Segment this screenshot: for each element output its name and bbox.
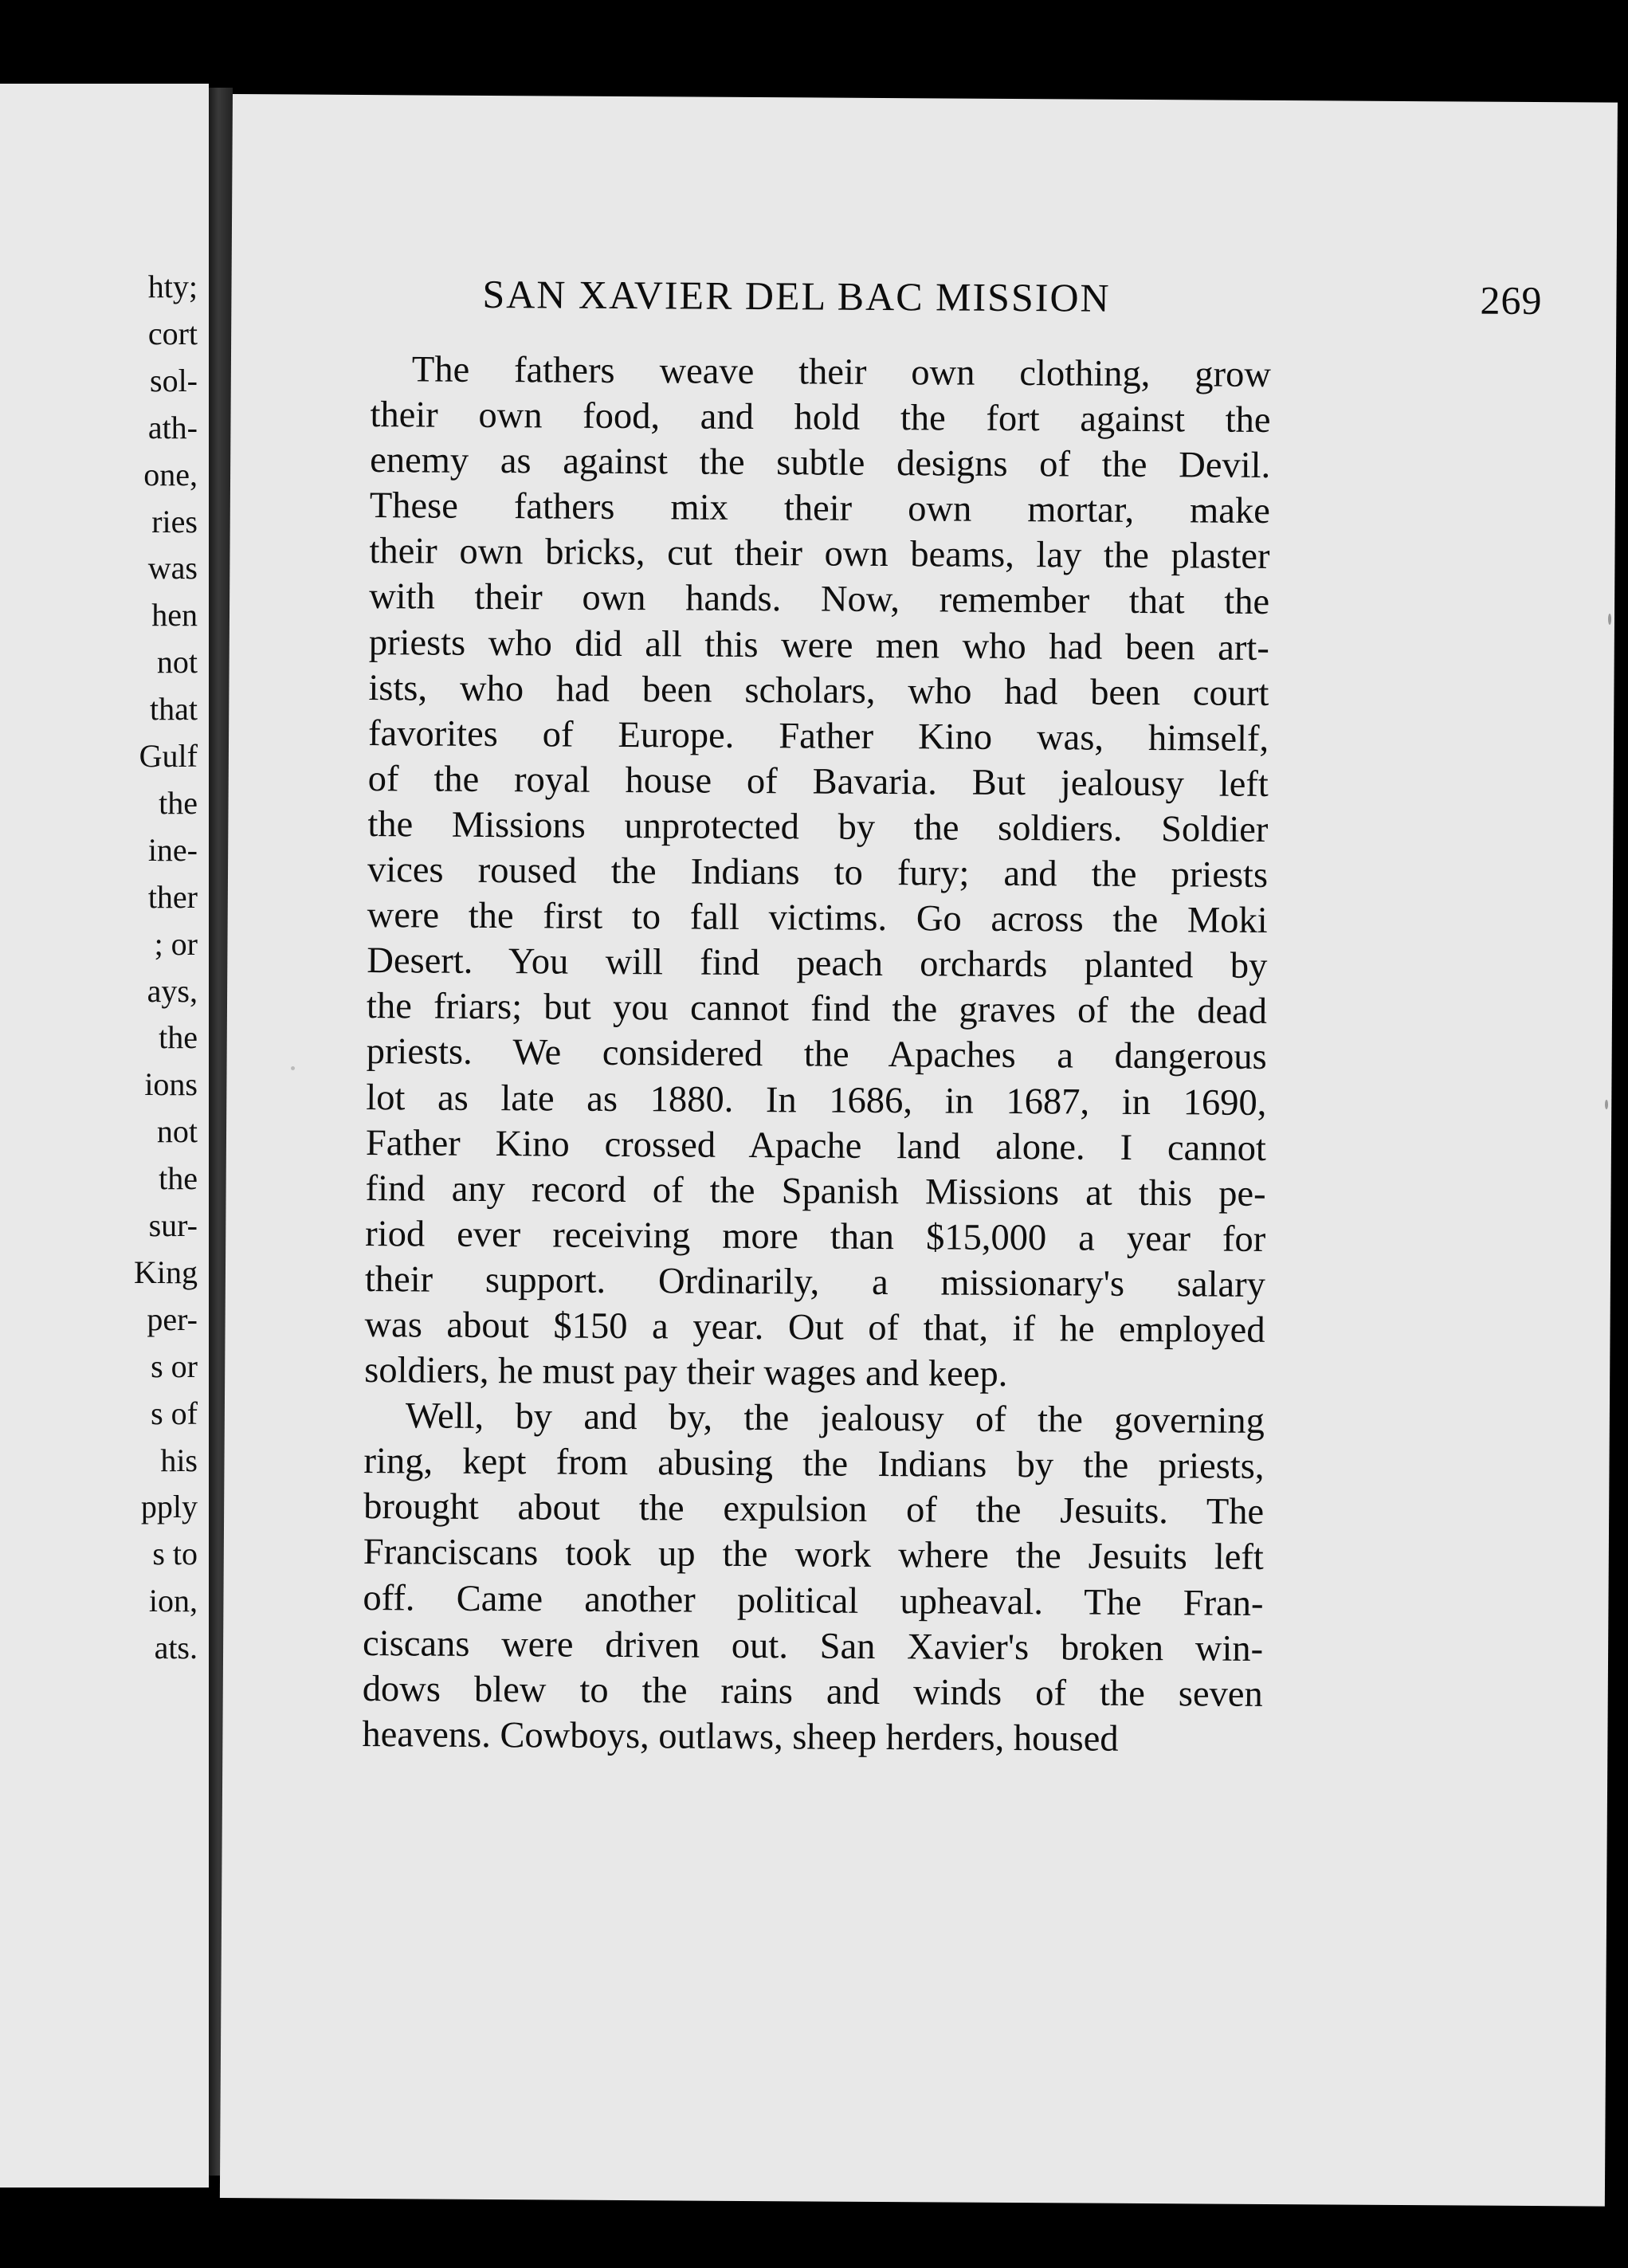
facing-page-line: Gulf xyxy=(139,738,198,774)
facing-page-line: ats. xyxy=(154,1630,198,1666)
text-line: priests who did all this were men who had been art- xyxy=(368,622,1269,669)
text-line: with their own hands. Now, remember that the xyxy=(368,576,1270,623)
facing-page-line: sol- xyxy=(150,362,198,398)
facing-page-line: ays, xyxy=(147,972,198,1009)
text-line: dows blew to the rains and winds of the seven xyxy=(362,1668,1263,1715)
text-line: lot as late as 1880. In 1686, in 1687, in 1690, xyxy=(366,1077,1267,1124)
facing-page-line: the xyxy=(159,784,198,821)
facing-page-line: per- xyxy=(147,1301,198,1337)
text-line: ring, kept from abusing the Indians by the priests, xyxy=(363,1441,1265,1488)
text-line: their support. Ordinarily, a missionary's salary xyxy=(364,1258,1266,1305)
facing-page-line: pply xyxy=(140,1489,198,1525)
dust-speck xyxy=(1605,1100,1608,1109)
text-line: ciscans were driven out. San Xavier's broken win- xyxy=(362,1623,1264,1670)
facing-page-line: his xyxy=(160,1442,198,1478)
text-line: was about $150 a year. Out of that, if he employed xyxy=(364,1305,1265,1351)
text-line: brought about the expulsion of the Jesuits. The xyxy=(363,1486,1265,1533)
facing-page-line: King xyxy=(134,1254,198,1290)
paragraph xyxy=(364,347,1271,1399)
facing-page-line: s to xyxy=(152,1536,198,1572)
text-line: Franciscans took up the work where the Jesuits left xyxy=(363,1532,1264,1579)
facing-page-line: cort xyxy=(147,315,198,351)
facing-page-line: ine- xyxy=(147,831,198,868)
facing-page-line: ther xyxy=(147,878,198,915)
facing-page-line: sur- xyxy=(148,1207,198,1243)
facing-page-line: not xyxy=(156,644,198,681)
text-line: their own food, and hold the fort against the xyxy=(370,394,1271,441)
facing-page-line: the xyxy=(159,1160,198,1197)
text-line: find any record of the Spanish Missions at this pe- xyxy=(365,1167,1266,1214)
facing-page-line: ion, xyxy=(148,1583,198,1619)
text-line: the Missions unprotected by the soldiers. Soldier xyxy=(367,803,1269,850)
facing-page-line: s of xyxy=(151,1395,198,1431)
text-line: favorites of Europe. Father Kino was, himself, xyxy=(367,712,1269,759)
facing-page-line: was xyxy=(147,550,198,587)
text-line: Well, by and by, the jealousy of the governing xyxy=(405,1395,1265,1442)
facing-page-line: not xyxy=(156,1113,198,1150)
facing-page-line: ; or xyxy=(154,925,198,962)
text-line: soldiers, he must pay their wages and keep. xyxy=(364,1350,1008,1395)
facing-page-line: s or xyxy=(151,1348,198,1384)
text-line: riod ever receiving more than $15,000 a year for xyxy=(365,1213,1266,1260)
running-head: SAN XAVIER DEL BAC MISSION xyxy=(482,271,1111,320)
text-line: the friars; but you cannot find the graves of the dead xyxy=(366,986,1268,1033)
facing-page xyxy=(0,84,209,2188)
text-line: priests. We considered the Apaches a dangerous xyxy=(366,1031,1267,1078)
dust-speck xyxy=(1608,614,1611,625)
text-line: enemy as against the subtle designs of the Devil. xyxy=(370,440,1271,487)
page-number: 269 xyxy=(1480,277,1543,324)
text-line: their own bricks, cut their own beams, lay the plaster xyxy=(369,531,1270,578)
book-page xyxy=(220,94,1618,2207)
text-line: These fathers mix their own mortar, make xyxy=(369,485,1270,532)
facing-page-line: the xyxy=(159,1019,198,1056)
page-header xyxy=(482,271,1542,324)
text-line: Father Kino crossed Apache land alone. I cannot xyxy=(365,1122,1267,1169)
text-line: of the royal house of Bavaria. But jealousy left xyxy=(367,758,1269,805)
text-line: heavens. Cowboys, outlaws, sheep herders, housed xyxy=(362,1713,1119,1760)
facing-page-line: that xyxy=(150,691,198,728)
facing-page-line: ath- xyxy=(147,409,198,445)
page-body xyxy=(362,347,1271,1763)
text-line: off. Came another political upheaval. The Fran- xyxy=(363,1577,1264,1624)
facing-page-line: hty; xyxy=(147,269,198,304)
facing-page-line: ries xyxy=(151,503,198,540)
text-line: were the first to fall victims. Go across the Moki xyxy=(367,895,1268,942)
text-line: The fathers weave their own clothing, grow xyxy=(411,349,1272,395)
paragraph xyxy=(362,1393,1265,1763)
facing-page-line: one, xyxy=(143,456,198,492)
dust-speck xyxy=(291,1066,295,1070)
text-line: ists, who had been scholars, who had been court xyxy=(368,667,1269,714)
facing-page-line: ions xyxy=(144,1066,198,1103)
text-line: Desert. You will find peach orchards planted by xyxy=(367,940,1268,987)
facing-page-line: hen xyxy=(151,597,198,634)
text-line: vices roused the Indians to fury; and the priests xyxy=(367,850,1269,896)
